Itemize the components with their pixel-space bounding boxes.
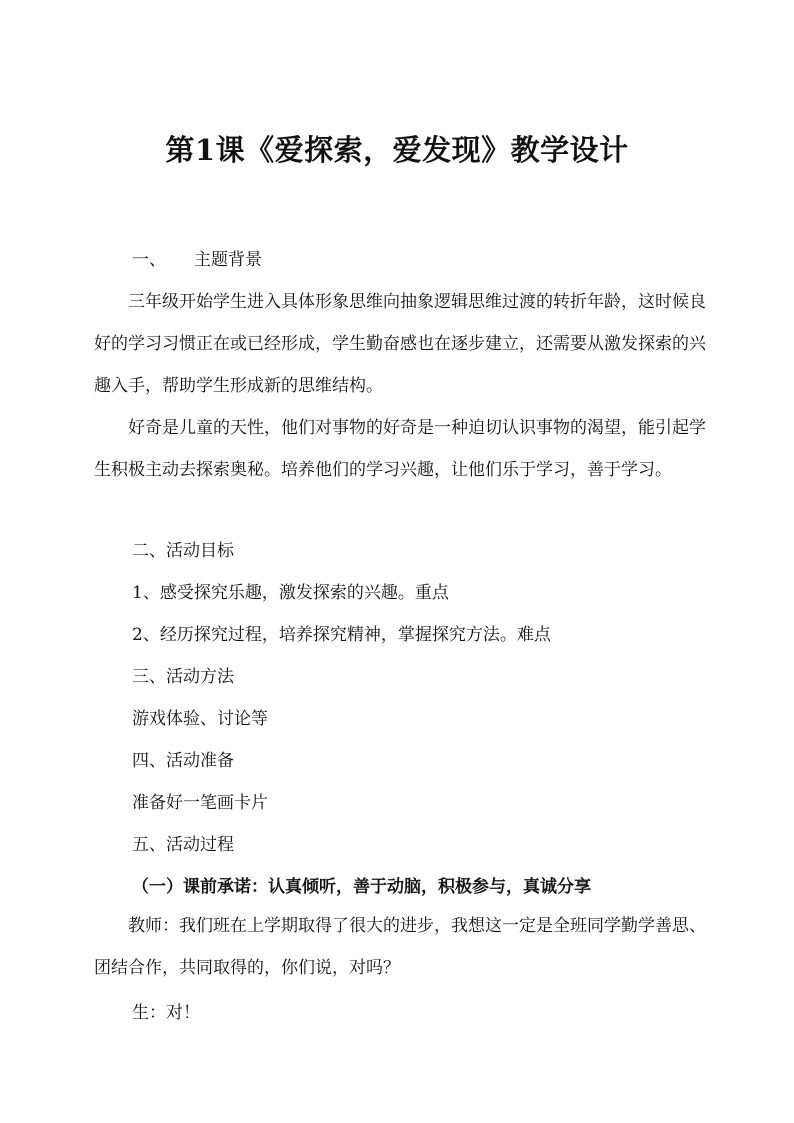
paragraph-background-1: 三年级开始学生进入具体形象思维向抽象逻辑思维过渡的转折年龄，这时候良好的学习习惯正在或已经形成，学生勤奋感也在逐步建立，还需要从激发探索的兴趣入手，帮助学生形成新的思维结构。 bbox=[94, 292, 706, 396]
document-title: 第1课《爱探索，爱发现》教学设计 bbox=[165, 133, 629, 167]
student-dialogue: 生：对！ bbox=[132, 1003, 200, 1023]
goal-item-1: 1、感受探究乐趣，激发探索的兴趣。重点 bbox=[132, 583, 449, 603]
method-text: 游戏体验、讨论等 bbox=[132, 709, 268, 729]
section-heading-goals: 二、活动目标 bbox=[132, 541, 234, 561]
goal-item-2: 2、经历探究过程，培养探究精神，掌握探究方法。难点 bbox=[132, 625, 551, 645]
section-title: 主题背景 bbox=[194, 250, 262, 270]
section-heading-background bbox=[132, 248, 262, 272]
preparation-text: 准备好一笔画卡片 bbox=[132, 793, 268, 813]
section-number: 一、 bbox=[132, 250, 166, 270]
section-heading-preparation: 四、活动准备 bbox=[132, 751, 234, 771]
step-heading-1: （一）课前承诺：认真倾听，善于动脑，积极参与，真诚分享 bbox=[132, 877, 591, 897]
section-heading-methods: 三、活动方法 bbox=[132, 667, 234, 687]
section-heading-process: 五、活动过程 bbox=[132, 835, 234, 855]
paragraph-background-2: 好奇是儿童的天性，他们对事物的好奇是一种迫切认识事物的渴望，能引起学生积极主动去探索奥秘。培养他们的学习兴趣，让他们乐于学习，善于学习。 bbox=[94, 418, 706, 480]
teacher-dialogue: 教师：我们班在上学期取得了很大的进步，我想这一定是全班同学勤学善思、团结合作，共同取得的，你们说，对吗？ bbox=[94, 916, 706, 978]
